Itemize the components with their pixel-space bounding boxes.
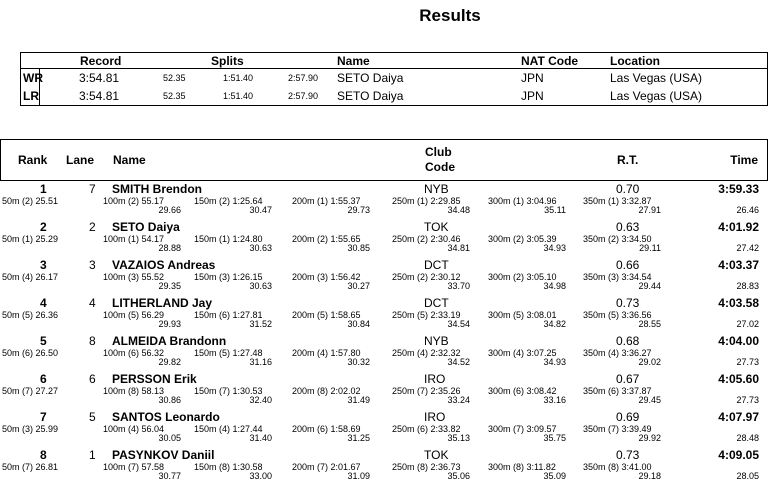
result-row xyxy=(0,182,768,220)
lap-300m: 34.82 xyxy=(543,319,566,329)
split-200m: 200m (4) 1:57.80 xyxy=(292,348,361,358)
lane: 6 xyxy=(89,372,96,386)
record-type-divider xyxy=(39,87,40,105)
split-50m: 50m (3) 25.99 xyxy=(2,424,59,434)
records-table xyxy=(20,52,768,106)
lap-250m: 34.81 xyxy=(447,243,470,253)
record-split-3: 2:57.90 xyxy=(288,73,319,83)
lap-400m: 28.83 xyxy=(736,281,759,291)
lap-300m: 35.09 xyxy=(543,471,566,481)
split-250m: 250m (7) 2:35.26 xyxy=(392,386,461,396)
lap-150m: 33.00 xyxy=(249,471,272,481)
header-reaction-time: R.T. xyxy=(617,153,639,167)
lane: 4 xyxy=(89,296,96,310)
lap-350m: 27.91 xyxy=(638,205,661,215)
split-350m: 350m (7) 3:39.49 xyxy=(583,424,652,434)
rank: 5 xyxy=(40,334,47,348)
club-code: IRO xyxy=(424,372,446,386)
rank: 7 xyxy=(40,410,47,424)
split-350m: 350m (8) 3:41.00 xyxy=(583,462,652,472)
split-350m: 350m (1) 3:32.87 xyxy=(583,196,652,206)
split-150m: 150m (5) 1:27.48 xyxy=(194,348,263,358)
athlete-name: ALMEIDA Brandonn xyxy=(112,334,227,348)
reaction-time: 0.73 xyxy=(616,296,640,310)
split-50m: 50m (4) 26.17 xyxy=(2,272,59,282)
record-name: SETO Daiya xyxy=(337,71,404,85)
athlete-name: LITHERLAND Jay xyxy=(112,296,213,310)
header-club-code: Code xyxy=(425,160,455,174)
final-time: 3:59.33 xyxy=(718,182,759,196)
lap-400m: 27.73 xyxy=(736,395,759,405)
club-code: NYB xyxy=(424,182,449,196)
final-time: 4:03.58 xyxy=(718,296,759,310)
lap-400m: 27.42 xyxy=(736,243,759,253)
athlete-name: VAZAIOS Andreas xyxy=(112,258,216,272)
lap-200m: 30.27 xyxy=(347,281,370,291)
lane: 8 xyxy=(89,334,96,348)
split-250m: 250m (6) 2:33.82 xyxy=(392,424,461,434)
record-time: 3:54.81 xyxy=(79,71,120,85)
lap-200m: 31.49 xyxy=(347,395,370,405)
lane: 2 xyxy=(89,220,96,234)
reaction-time: 0.68 xyxy=(616,334,640,348)
lap-150m: 31.52 xyxy=(249,319,272,329)
club-code: NYB xyxy=(424,334,449,348)
lap-150m: 30.47 xyxy=(249,205,272,215)
split-300m: 300m (5) 3:08.01 xyxy=(488,310,557,320)
lap-100m: 29.93 xyxy=(158,319,181,329)
reaction-time: 0.70 xyxy=(616,182,640,196)
header-name: Name xyxy=(113,153,146,167)
lap-400m: 27.73 xyxy=(736,357,759,367)
athlete-name: PERSSON Erik xyxy=(112,372,197,386)
split-100m: 100m (8) 58.13 xyxy=(103,386,165,396)
lane: 1 xyxy=(89,448,96,462)
split-150m: 150m (7) 1:30.53 xyxy=(194,386,263,396)
split-200m: 200m (8) 2:02.02 xyxy=(292,386,361,396)
lap-100m: 30.86 xyxy=(158,395,181,405)
split-200m: 200m (1) 1:55.37 xyxy=(292,196,361,206)
record-nat: JPN xyxy=(521,89,544,103)
club-code: IRO xyxy=(424,410,446,424)
record-location: Las Vegas (USA) xyxy=(610,71,703,85)
header-lane: Lane xyxy=(66,153,95,167)
rank: 6 xyxy=(40,372,47,386)
lap-300m: 34.93 xyxy=(543,243,566,253)
split-100m: 100m (5) 56.29 xyxy=(103,310,165,320)
records-header-record: Record xyxy=(80,54,122,68)
lap-250m: 33.70 xyxy=(447,281,470,291)
split-200m: 200m (6) 1:58.69 xyxy=(292,424,361,434)
page-title: Results xyxy=(419,6,481,25)
club-code: DCT xyxy=(424,296,449,310)
split-250m: 250m (1) 2:29.85 xyxy=(392,196,461,206)
final-time: 4:05.60 xyxy=(718,372,759,386)
athlete-name: SETO Daiya xyxy=(112,220,180,234)
split-100m: 100m (4) 56.04 xyxy=(103,424,165,434)
club-code: TOK xyxy=(424,448,449,462)
result-row xyxy=(0,296,768,334)
club-code: TOK xyxy=(424,220,449,234)
lap-100m: 30.05 xyxy=(158,433,181,443)
record-row-lr xyxy=(21,87,767,105)
split-250m: 250m (2) 2:30.46 xyxy=(392,234,461,244)
records-header-splits: Splits xyxy=(211,54,244,68)
record-nat: JPN xyxy=(521,71,544,85)
split-350m: 350m (6) 3:37.87 xyxy=(583,386,652,396)
split-50m: 50m (1) 25.29 xyxy=(2,234,59,244)
lap-350m: 29.44 xyxy=(638,281,661,291)
lap-200m: 31.09 xyxy=(347,471,370,481)
lap-200m: 31.25 xyxy=(347,433,370,443)
lap-250m: 34.54 xyxy=(447,319,470,329)
split-300m: 300m (2) 3:05.10 xyxy=(488,272,557,282)
lap-200m: 30.32 xyxy=(347,357,370,367)
lap-350m: 29.18 xyxy=(638,471,661,481)
final-time: 4:07.97 xyxy=(718,410,759,424)
lane: 5 xyxy=(89,410,96,424)
lane: 7 xyxy=(89,182,96,196)
split-50m: 50m (2) 25.51 xyxy=(2,196,59,206)
split-300m: 300m (2) 3:05.39 xyxy=(488,234,557,244)
reaction-time: 0.66 xyxy=(616,258,640,272)
split-200m: 200m (3) 1:56.42 xyxy=(292,272,361,282)
split-350m: 350m (3) 3:34.54 xyxy=(583,272,652,282)
lap-150m: 31.16 xyxy=(249,357,272,367)
split-150m: 150m (2) 1:25.64 xyxy=(194,196,263,206)
lap-100m: 30.77 xyxy=(158,471,181,481)
record-split-2: 1:51.40 xyxy=(223,91,254,101)
split-350m: 350m (5) 3:36.56 xyxy=(583,310,652,320)
split-300m: 300m (6) 3:08.42 xyxy=(488,386,557,396)
reaction-time: 0.63 xyxy=(616,220,640,234)
results-header xyxy=(0,139,768,181)
rank: 4 xyxy=(40,296,47,310)
record-row-wr xyxy=(21,69,767,87)
rank: 3 xyxy=(40,258,47,272)
reaction-time: 0.69 xyxy=(616,410,640,424)
records-header-name: Name xyxy=(337,54,370,68)
lap-400m: 28.05 xyxy=(736,471,759,481)
lap-100m: 29.35 xyxy=(158,281,181,291)
split-200m: 200m (2) 1:55.65 xyxy=(292,234,361,244)
split-250m: 250m (5) 2:33.19 xyxy=(392,310,461,320)
lane: 3 xyxy=(89,258,96,272)
split-100m: 100m (2) 55.17 xyxy=(103,196,165,206)
records-header-nat: NAT Code xyxy=(521,54,579,68)
split-300m: 300m (8) 3:11.82 xyxy=(488,462,556,472)
lap-100m: 28.88 xyxy=(158,243,181,253)
result-row xyxy=(0,334,768,372)
split-200m: 200m (7) 2:01.67 xyxy=(292,462,361,472)
result-row xyxy=(0,410,768,448)
final-time: 4:03.37 xyxy=(718,258,759,272)
athlete-name: SANTOS Leonardo xyxy=(112,410,220,424)
split-350m: 350m (4) 3:36.27 xyxy=(583,348,652,358)
lap-300m: 35.11 xyxy=(544,205,566,215)
header-club: Club xyxy=(425,145,452,159)
split-200m: 200m (5) 1:58.65 xyxy=(292,310,361,320)
record-type: WR xyxy=(23,71,43,85)
lap-100m: 29.66 xyxy=(158,205,181,215)
split-50m: 50m (6) 26.50 xyxy=(2,348,59,358)
lap-400m: 27.02 xyxy=(736,319,759,329)
record-location: Las Vegas (USA) xyxy=(610,89,703,103)
record-split-1: 52.35 xyxy=(163,91,186,101)
result-row xyxy=(0,258,768,296)
lap-300m: 34.93 xyxy=(543,357,566,367)
lap-250m: 34.48 xyxy=(447,205,470,215)
split-300m: 300m (4) 3:07.25 xyxy=(488,348,557,358)
lap-300m: 35.75 xyxy=(543,433,566,443)
athlete-name: PASYNKOV Daniil xyxy=(112,448,215,462)
result-row xyxy=(0,220,768,258)
lap-300m: 33.16 xyxy=(543,395,566,405)
rank: 1 xyxy=(40,182,47,196)
lap-150m: 30.63 xyxy=(249,243,272,253)
lap-200m: 30.84 xyxy=(347,319,370,329)
split-250m: 250m (2) 2:30.12 xyxy=(392,272,461,282)
split-100m: 100m (7) 57.58 xyxy=(103,462,165,472)
lap-400m: 26.46 xyxy=(736,205,759,215)
club-code: DCT xyxy=(424,258,449,272)
final-time: 4:01.92 xyxy=(718,220,759,234)
split-150m: 150m (6) 1:27.81 xyxy=(194,310,263,320)
lap-150m: 32.40 xyxy=(249,395,272,405)
split-250m: 250m (8) 2:36.73 xyxy=(392,462,461,472)
split-50m: 50m (7) 26.81 xyxy=(2,462,59,472)
split-100m: 100m (3) 55.52 xyxy=(103,272,165,282)
records-header-location: Location xyxy=(610,54,660,68)
lap-150m: 31.40 xyxy=(249,433,272,443)
record-split-3: 2:57.90 xyxy=(288,91,319,101)
lap-200m: 30.85 xyxy=(347,243,370,253)
lap-200m: 29.73 xyxy=(347,205,370,215)
result-row xyxy=(0,448,768,486)
lap-350m: 29.45 xyxy=(638,395,661,405)
lap-250m: 34.52 xyxy=(447,357,470,367)
lap-350m: 29.92 xyxy=(638,433,661,443)
lap-300m: 34.98 xyxy=(543,281,566,291)
split-100m: 100m (6) 56.32 xyxy=(103,348,165,358)
record-time: 3:54.81 xyxy=(79,89,120,103)
result-row xyxy=(0,372,768,410)
record-split-1: 52.35 xyxy=(163,73,186,83)
split-350m: 350m (2) 3:34.50 xyxy=(583,234,652,244)
record-type: LR xyxy=(23,89,39,103)
split-50m: 50m (5) 26.36 xyxy=(2,310,59,320)
record-split-2: 1:51.40 xyxy=(223,73,254,83)
lap-350m: 29.11 xyxy=(639,243,661,253)
split-50m: 50m (7) 27.27 xyxy=(2,386,59,396)
lap-400m: 28.48 xyxy=(736,433,759,443)
reaction-time: 0.67 xyxy=(616,372,640,386)
header-time: Time xyxy=(730,153,758,167)
reaction-time: 0.73 xyxy=(616,448,640,462)
split-100m: 100m (1) 54.17 xyxy=(103,234,165,244)
lap-100m: 29.82 xyxy=(158,357,181,367)
lap-350m: 28.55 xyxy=(638,319,661,329)
athlete-name: SMITH Brendon xyxy=(112,182,202,196)
record-name: SETO Daiya xyxy=(337,89,404,103)
header-rank: Rank xyxy=(18,153,48,167)
lap-250m: 35.06 xyxy=(447,471,470,481)
lap-250m: 35.13 xyxy=(447,433,470,443)
final-time: 4:04.00 xyxy=(718,334,759,348)
lap-150m: 30.63 xyxy=(249,281,272,291)
split-150m: 150m (8) 1:30.58 xyxy=(194,462,263,472)
lap-250m: 33.24 xyxy=(447,395,470,405)
split-150m: 150m (1) 1:24.80 xyxy=(194,234,263,244)
split-300m: 300m (1) 3:04.96 xyxy=(488,196,557,206)
lap-350m: 29.02 xyxy=(638,357,661,367)
split-250m: 250m (4) 2:32.32 xyxy=(392,348,461,358)
rank: 8 xyxy=(40,448,47,462)
split-150m: 150m (4) 1:27.44 xyxy=(194,424,263,434)
split-300m: 300m (7) 3:09.57 xyxy=(488,424,557,434)
final-time: 4:09.05 xyxy=(718,448,759,462)
split-150m: 150m (3) 1:26.15 xyxy=(194,272,263,282)
rank: 2 xyxy=(40,220,47,234)
